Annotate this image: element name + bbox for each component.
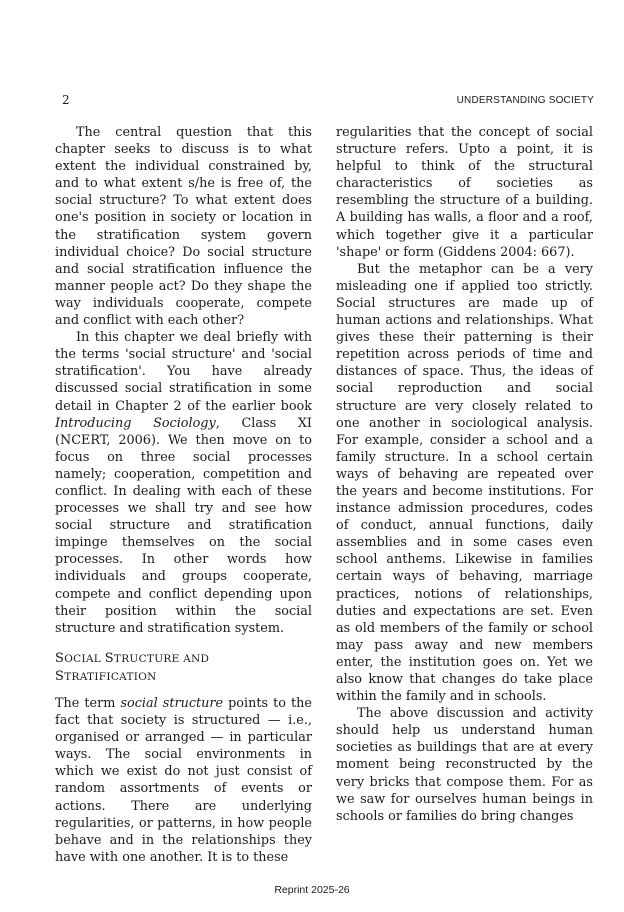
paragraph: regularities that the concept of social structure refers. Upto a point, it is helpful to think of the structural characteristics of societies as resembling the structure of a building. A building has walls, a floor and a roof, which together give it a particular 'shape' or form (Giddens 2004: 667). xyxy=(336,125,593,260)
paragraph xyxy=(55,695,312,866)
paragraph xyxy=(55,329,312,637)
page-number: 2 xyxy=(62,93,70,107)
running-title: UNDERSTANDING SOCIETY xyxy=(456,95,594,106)
reprint-footer: Reprint 2025-26 xyxy=(274,884,350,896)
paragraph-text: The term xyxy=(55,696,121,711)
right-column xyxy=(336,124,593,825)
paragraph: The central question that this chapter seeks to discuss is to what extent the individual constrained by, and to what extent s/he is free of, the social structure? To what extent does one's position in society or location in the stratification system govern individual choice? Do social structure and social stratification influence the manner people act? Do they shape the way individuals cooperate, compete and conflict with each other? xyxy=(55,125,312,329)
paragraph: The above discussion and activity should help us understand human societies as buildings that are at every moment being reconstructed by the very bricks that compose them. For as we saw for ourselves human beings in schools or families do bring changes xyxy=(336,706,593,824)
paragraph-text: points to the fact that society is structured — i.e., organised or arranged — in particular ways. The social environments in which we exist do not just consist of random assortments of events or actions. There are underlying regularities, or patterns, in how people behave and in the relationships they have with one another. It is to these xyxy=(55,696,312,865)
paragraph-text: , Class XI (NCERT, 2006). We then move on to focus on three social processes namely; cooperation, competition and conflict. In dealing with each of these processes we shall try and see how social structure and stratification impinge themselves on the social processes. In other words how individuals and groups cooperate, compete and conflict depending upon their position within the social structure and stratification system. xyxy=(55,415,312,636)
paragraph-text: In this chapter we deal briefly with the terms 'social structure' and 'social stratification'. You have already discussed social stratification in some detail in Chapter 2 of the earlier book xyxy=(55,330,312,414)
left-column xyxy=(55,124,312,866)
section-heading: SOCIAL STRUCTURE AND STRATIFICATION xyxy=(55,650,210,684)
book-title: Introducing Sociology xyxy=(55,415,216,431)
paragraph: But the metaphor can be a very misleading one if applied too strictly. Social structures are made up of human actions and relationships. What gives these their patterning is their repetition across periods of time and distances of space. Thus, the ideas of social reproduction and social structure are very closely related to one another in sociological analysis. For example, consider a school and a family structure. In a school certain ways of behaving are repeated over the years and become institutions. For instance admission procedures, codes of conduct, annual functions, daily assemblies and in some cases even school anthems. Likewise in families certain ways of behaving, marriage practices, notions of relationships, duties and expectations are set. Even as old members of the family or school may pass away and new members enter, the institution goes on. Yet we also know that changes do take place within the family and in schools. xyxy=(336,261,593,705)
key-term: social structure xyxy=(120,696,224,711)
